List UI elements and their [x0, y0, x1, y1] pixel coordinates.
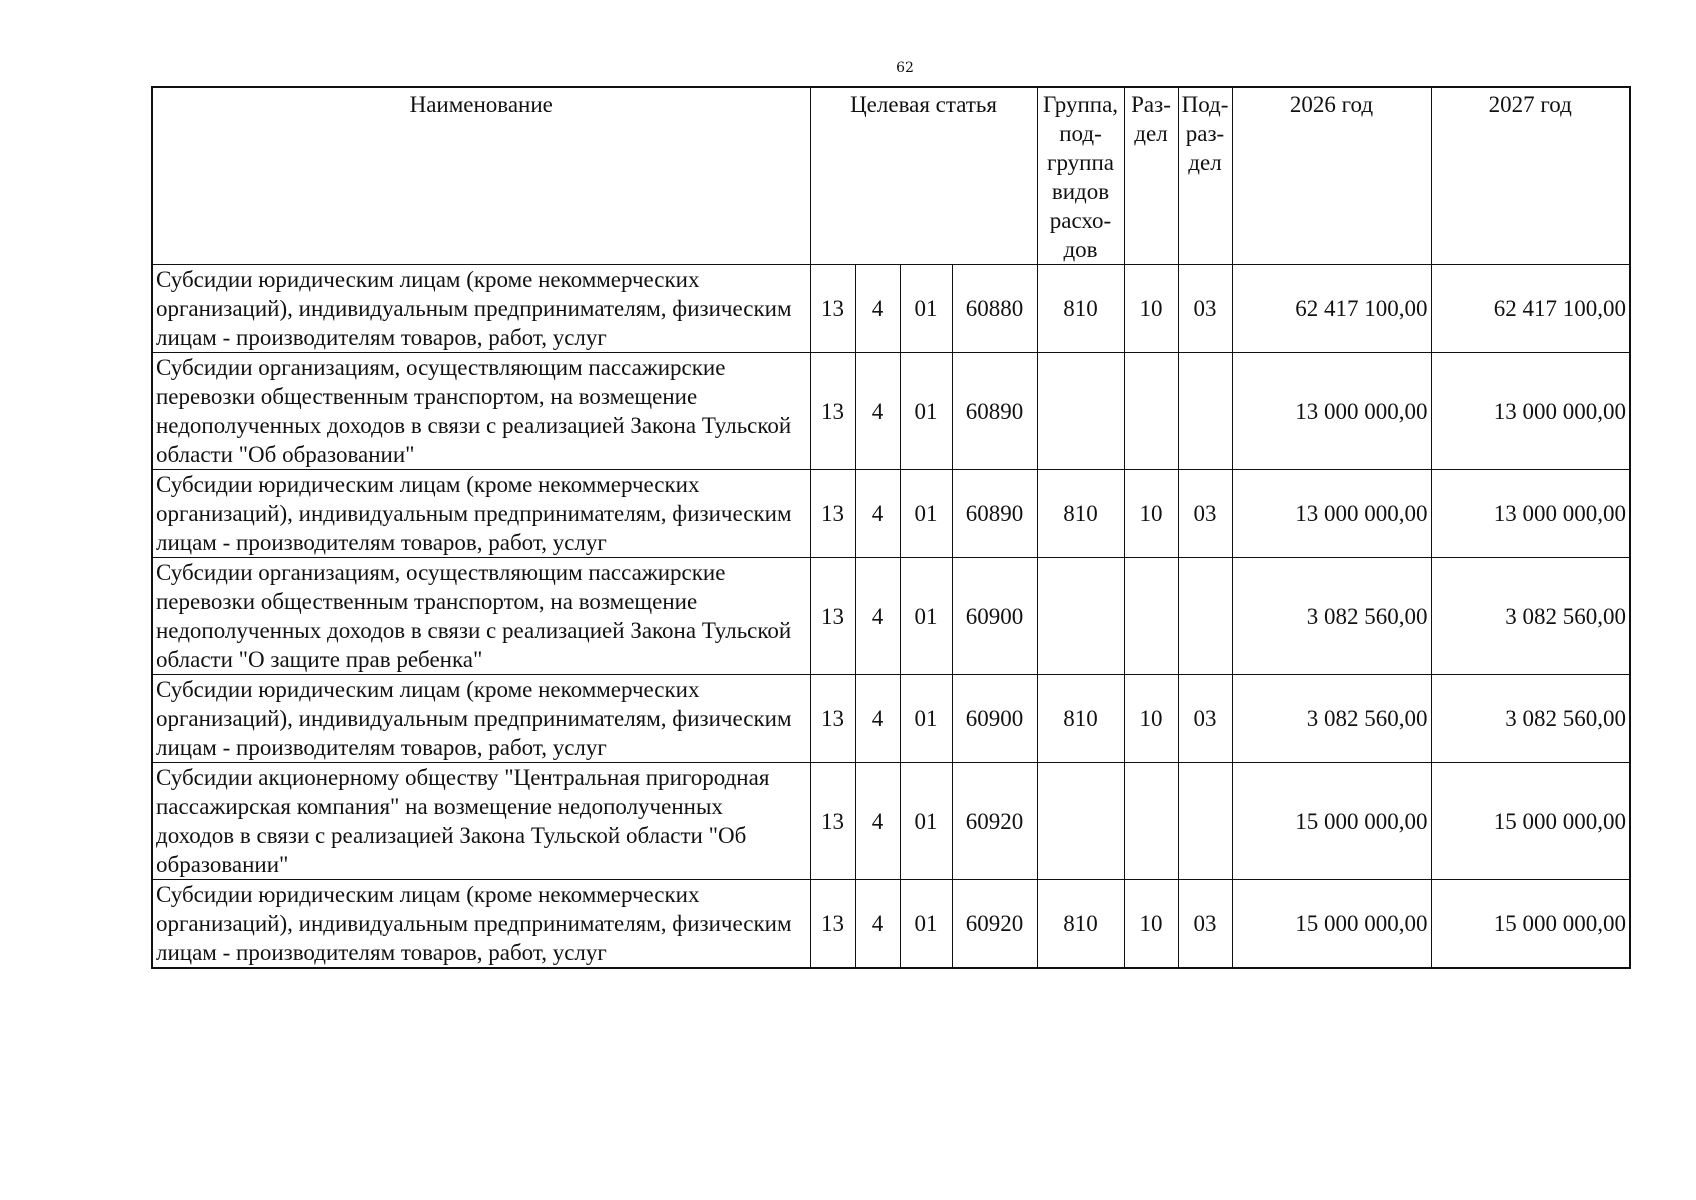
row-article-direction-cell: 60880: [952, 265, 1037, 353]
row-expense-group-cell: [1037, 353, 1124, 470]
page-number: 62: [896, 60, 914, 76]
row-article-type-cell: 4: [855, 558, 900, 675]
header-year-2027: 2027 год: [1431, 87, 1630, 265]
header-year-2026: 2026 год: [1232, 87, 1431, 265]
row-amount-2027-cell: 13 000 000,00: [1431, 470, 1630, 558]
row-amount-2026-cell: 13 000 000,00: [1232, 470, 1431, 558]
row-name-cell: Субсидии акционерному обществу "Центральная пригородная пассажирская компания" на возмещение недополученных доходов в связи с реализацией Закона Тульской области "Об образовании": [152, 763, 810, 880]
row-name-cell: Субсидии организациям, осуществляющим пассажирские перевозки общественным транспортом, на возмещение недополученных доходов в связи с реализацией Закона Тульской области "О защите прав ребенка": [152, 558, 810, 675]
row-name-cell: Субсидии юридическим лицам (кроме некоммерческих организаций), индивидуальным предпринимателям, физическим лицам - производителям товаров, работ, услуг: [152, 470, 810, 558]
row-article-program-cell: 13: [810, 558, 855, 675]
table-row: [152, 265, 1630, 353]
row-subsection-cell: [1178, 353, 1232, 470]
header-section: Раз-дел: [1124, 87, 1178, 265]
row-subsection-cell: [1178, 763, 1232, 880]
row-article-program-cell: 13: [810, 353, 855, 470]
header-target-article: Целевая статья: [810, 87, 1037, 265]
row-article-subprogram-cell: 01: [900, 880, 952, 969]
row-expense-group-cell: 810: [1037, 675, 1124, 763]
row-article-subprogram-cell: 01: [900, 470, 952, 558]
row-amount-2026-cell: 13 000 000,00: [1232, 353, 1431, 470]
table-header-row: [152, 87, 1630, 265]
header-subsection: Под-раз-дел: [1178, 87, 1232, 265]
row-article-direction-cell: 60900: [952, 675, 1037, 763]
row-article-subprogram-cell: 01: [900, 558, 952, 675]
row-subsection-cell: 03: [1178, 470, 1232, 558]
row-article-subprogram-cell: 01: [900, 763, 952, 880]
row-article-subprogram-cell: 01: [900, 675, 952, 763]
row-article-program-cell: 13: [810, 880, 855, 969]
table-row: [152, 880, 1630, 969]
row-subsection-cell: 03: [1178, 880, 1232, 969]
row-expense-group-cell: 810: [1037, 470, 1124, 558]
budget-table: [151, 86, 1631, 969]
row-subsection-cell: 03: [1178, 675, 1232, 763]
row-article-direction-cell: 60900: [952, 558, 1037, 675]
row-amount-2026-cell: 62 417 100,00: [1232, 265, 1431, 353]
table-body: [152, 265, 1630, 969]
table-row: [152, 763, 1630, 880]
row-name-cell: Субсидии юридическим лицам (кроме некоммерческих организаций), индивидуальным предпринимателям, физическим лицам - производителям товаров, работ, услуг: [152, 265, 810, 353]
row-amount-2027-cell: 62 417 100,00: [1431, 265, 1630, 353]
row-amount-2026-cell: 3 082 560,00: [1232, 675, 1431, 763]
table-row: [152, 470, 1630, 558]
row-amount-2027-cell: 13 000 000,00: [1431, 353, 1630, 470]
row-article-type-cell: 4: [855, 353, 900, 470]
header-expense-group: Группа, под-группа видов расхо-дов: [1037, 87, 1124, 265]
row-article-type-cell: 4: [855, 470, 900, 558]
row-article-type-cell: 4: [855, 763, 900, 880]
row-subsection-cell: 03: [1178, 265, 1232, 353]
row-amount-2026-cell: 15 000 000,00: [1232, 763, 1431, 880]
row-article-program-cell: 13: [810, 265, 855, 353]
row-article-type-cell: 4: [855, 880, 900, 969]
header-name: Наименование: [152, 87, 810, 265]
table-row: [152, 558, 1630, 675]
row-name-cell: Субсидии юридическим лицам (кроме некоммерческих организаций), индивидуальным предпринимателям, физическим лицам - производителям товаров, работ, услуг: [152, 880, 810, 969]
row-article-type-cell: 4: [855, 675, 900, 763]
row-amount-2027-cell: 3 082 560,00: [1431, 675, 1630, 763]
row-subsection-cell: [1178, 558, 1232, 675]
row-article-type-cell: 4: [855, 265, 900, 353]
row-article-program-cell: 13: [810, 470, 855, 558]
row-expense-group-cell: 810: [1037, 265, 1124, 353]
row-article-subprogram-cell: 01: [900, 353, 952, 470]
row-amount-2026-cell: 3 082 560,00: [1232, 558, 1431, 675]
row-article-direction-cell: 60890: [952, 353, 1037, 470]
row-expense-group-cell: 810: [1037, 880, 1124, 969]
row-amount-2027-cell: 15 000 000,00: [1431, 880, 1630, 969]
row-section-cell: 10: [1124, 675, 1178, 763]
row-section-cell: 10: [1124, 880, 1178, 969]
row-amount-2026-cell: 15 000 000,00: [1232, 880, 1431, 969]
row-section-cell: 10: [1124, 265, 1178, 353]
row-name-cell: Субсидии организациям, осуществляющим пассажирские перевозки общественным транспортом, на возмещение недополученных доходов в связи с реализацией Закона Тульской области "Об образовании": [152, 353, 810, 470]
row-name-cell: Субсидии юридическим лицам (кроме некоммерческих организаций), индивидуальным предпринимателям, физическим лицам - производителям товаров, работ, услуг: [152, 675, 810, 763]
row-amount-2027-cell: 3 082 560,00: [1431, 558, 1630, 675]
row-section-cell: 10: [1124, 470, 1178, 558]
row-section-cell: [1124, 353, 1178, 470]
row-expense-group-cell: [1037, 558, 1124, 675]
row-article-subprogram-cell: 01: [900, 265, 952, 353]
row-article-program-cell: 13: [810, 763, 855, 880]
row-expense-group-cell: [1037, 763, 1124, 880]
row-article-direction-cell: 60920: [952, 880, 1037, 969]
row-article-direction-cell: 60920: [952, 763, 1037, 880]
table-row: [152, 675, 1630, 763]
row-amount-2027-cell: 15 000 000,00: [1431, 763, 1630, 880]
row-section-cell: [1124, 558, 1178, 675]
row-article-program-cell: 13: [810, 675, 855, 763]
row-article-direction-cell: 60890: [952, 470, 1037, 558]
row-section-cell: [1124, 763, 1178, 880]
table-row: [152, 353, 1630, 470]
